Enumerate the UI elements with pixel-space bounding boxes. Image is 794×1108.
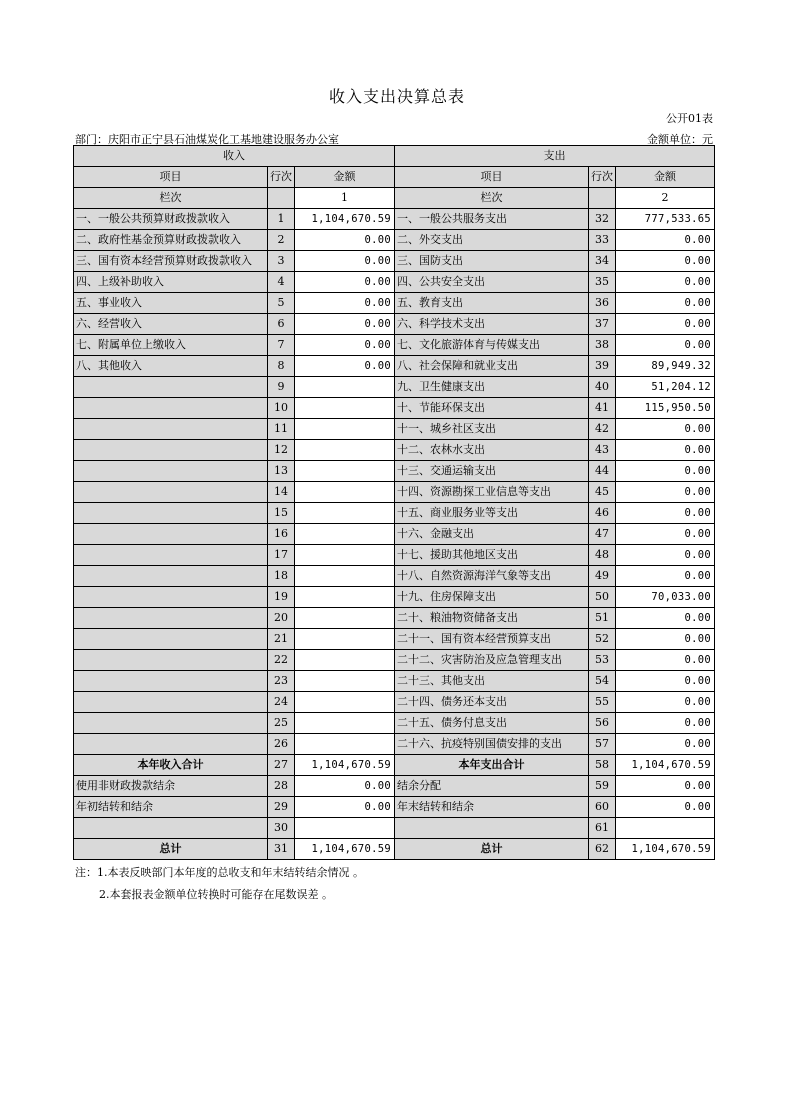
income-amount-cell [295, 566, 395, 587]
income-item-cell [74, 734, 268, 755]
expense-amount-cell: 0.00 [616, 671, 715, 692]
income-item-cell [74, 377, 268, 398]
income-amount-cell [295, 461, 395, 482]
expense-line-cell: 40 [589, 377, 616, 398]
income-line-cell: 11 [268, 419, 295, 440]
income-amount-cell: 0.00 [295, 293, 395, 314]
income-column-number: 1 [295, 188, 395, 209]
income-line-cell: 10 [268, 398, 295, 419]
expense-item-cell: 五、教育支出 [395, 293, 589, 314]
income-line-cell: 27 [268, 755, 295, 776]
income-item-cell [74, 818, 268, 839]
income-line-cell: 18 [268, 566, 295, 587]
income-item-cell [74, 461, 268, 482]
expense-amount-cell: 0.00 [616, 251, 715, 272]
income-item-cell: 年初结转和结余 [74, 797, 268, 818]
expense-line-cell: 55 [589, 692, 616, 713]
table-row [74, 377, 715, 398]
income-amount-cell: 1,104,670.59 [295, 839, 395, 860]
table-row [74, 251, 715, 272]
expense-amount-cell: 0.00 [616, 545, 715, 566]
income-line-cell: 21 [268, 629, 295, 650]
income-line-cell: 25 [268, 713, 295, 734]
expense-item-cell: 二十五、债务付息支出 [395, 713, 589, 734]
expense-line-cell: 53 [589, 650, 616, 671]
income-line-cell: 30 [268, 818, 295, 839]
income-amount-cell [295, 482, 395, 503]
department-label: 部门：庆阳市正宁县石油煤炭化工基地建设服务办公室 [75, 133, 339, 146]
expense-item-cell: 二十六、抗疫特别国债安排的支出 [395, 734, 589, 755]
expense-line-cell: 32 [589, 209, 616, 230]
expense-line-cell: 35 [589, 272, 616, 293]
expense-item-cell: 总计 [395, 839, 589, 860]
expense-line-cell: 46 [589, 503, 616, 524]
expense-amount-cell: 777,533.65 [616, 209, 715, 230]
income-item-cell [74, 503, 268, 524]
income-amount-cell: 0.00 [295, 314, 395, 335]
footnote-1: 注：1.本表反映部门本年度的总收支和年末结转结余情况 。 [75, 866, 364, 879]
income-amount-cell: 0.00 [295, 251, 395, 272]
expense-line-cell: 38 [589, 335, 616, 356]
income-item-cell: 七、附属单位上缴收入 [74, 335, 268, 356]
income-item-cell [74, 692, 268, 713]
expense-amount-cell: 0.00 [616, 419, 715, 440]
expense-item-cell: 年末结转和结余 [395, 797, 589, 818]
table-row [74, 461, 715, 482]
income-line-cell: 4 [268, 272, 295, 293]
income-amount-cell: 0.00 [295, 335, 395, 356]
income-line-cell: 9 [268, 377, 295, 398]
income-line-cell: 14 [268, 482, 295, 503]
income-item-cell [74, 629, 268, 650]
income-amount-header: 金额 [295, 167, 395, 188]
footnote-2: 2.本套报表金额单位转换时可能存在尾数误差 。 [99, 888, 333, 901]
income-column-label: 栏次 [74, 188, 268, 209]
expense-item-cell: 二十、粮油物资储备支出 [395, 608, 589, 629]
table-row [74, 671, 715, 692]
table-row [74, 629, 715, 650]
table-row [74, 650, 715, 671]
expense-item-cell: 十九、住房保障支出 [395, 587, 589, 608]
subtotal-row [74, 755, 715, 776]
income-amount-cell [295, 692, 395, 713]
table-row [74, 482, 715, 503]
expense-line-cell: 45 [589, 482, 616, 503]
expense-amount-cell: 1,104,670.59 [616, 839, 715, 860]
expense-line-cell: 47 [589, 524, 616, 545]
income-line-header: 行次 [268, 167, 295, 188]
expense-amount-cell: 0.00 [616, 335, 715, 356]
income-item-cell [74, 587, 268, 608]
expense-line-cell: 58 [589, 755, 616, 776]
expense-amount-cell: 0.00 [616, 272, 715, 293]
expense-item-cell: 四、公共安全支出 [395, 272, 589, 293]
expense-item-cell: 十三、交通运输支出 [395, 461, 589, 482]
income-line-cell: 5 [268, 293, 295, 314]
income-line-cell: 12 [268, 440, 295, 461]
expense-line-cell: 56 [589, 713, 616, 734]
expense-item-cell: 十一、城乡社区支出 [395, 419, 589, 440]
income-amount-cell [295, 734, 395, 755]
table-row [74, 734, 715, 755]
table-row [74, 545, 715, 566]
income-item-cell: 五、事业收入 [74, 293, 268, 314]
expense-item-cell: 九、卫生健康支出 [395, 377, 589, 398]
expense-item-cell: 十五、商业服务业等支出 [395, 503, 589, 524]
expense-item-cell: 八、社会保障和就业支出 [395, 356, 589, 377]
expense-item-cell: 十七、援助其他地区支出 [395, 545, 589, 566]
total-row [74, 839, 715, 860]
income-expense-table [73, 145, 715, 860]
income-line-cell: 24 [268, 692, 295, 713]
expense-line-cell: 36 [589, 293, 616, 314]
expense-line-header: 行次 [589, 167, 616, 188]
expense-item-cell: 六、科学技术支出 [395, 314, 589, 335]
expense-item-cell: 十二、农林水支出 [395, 440, 589, 461]
expense-amount-cell: 0.00 [616, 482, 715, 503]
income-amount-cell [295, 419, 395, 440]
income-item-cell: 六、经营收入 [74, 314, 268, 335]
expense-line-cell: 50 [589, 587, 616, 608]
expense-amount-cell: 0.00 [616, 293, 715, 314]
table-row [74, 797, 715, 818]
income-line-cell: 6 [268, 314, 295, 335]
income-item-cell [74, 650, 268, 671]
income-amount-cell: 0.00 [295, 230, 395, 251]
expense-amount-cell: 0.00 [616, 230, 715, 251]
income-line-cell: 28 [268, 776, 295, 797]
income-amount-cell [295, 503, 395, 524]
income-line-cell: 19 [268, 587, 295, 608]
income-item-cell: 八、其他收入 [74, 356, 268, 377]
income-item-cell [74, 482, 268, 503]
expense-amount-cell: 0.00 [616, 503, 715, 524]
table-row [74, 419, 715, 440]
expense-line-cell: 59 [589, 776, 616, 797]
table-row [74, 230, 715, 251]
expense-item-cell: 十、节能环保支出 [395, 398, 589, 419]
income-amount-cell: 1,104,670.59 [295, 755, 395, 776]
expense-item-cell: 七、文化旅游体育与传媒支出 [395, 335, 589, 356]
expense-amount-cell: 0.00 [616, 440, 715, 461]
expense-amount-cell: 0.00 [616, 608, 715, 629]
expense-item-cell: 二十一、国有资本经营预算支出 [395, 629, 589, 650]
expense-item-cell [395, 818, 589, 839]
income-amount-cell [295, 440, 395, 461]
income-item-cell: 二、政府性基金预算财政拨款收入 [74, 230, 268, 251]
column-index-row [74, 188, 715, 209]
income-amount-cell [295, 818, 395, 839]
income-line-cell: 2 [268, 230, 295, 251]
table-row [74, 818, 715, 839]
expense-amount-header: 金额 [616, 167, 715, 188]
income-item-cell [74, 545, 268, 566]
table-row [74, 587, 715, 608]
table-row [74, 293, 715, 314]
income-amount-cell [295, 671, 395, 692]
income-column-blank [268, 188, 295, 209]
table-row [74, 776, 715, 797]
expense-item-cell: 二、外交支出 [395, 230, 589, 251]
income-item-cell [74, 608, 268, 629]
income-item-cell: 三、国有资本经营预算财政拨款收入 [74, 251, 268, 272]
income-line-cell: 3 [268, 251, 295, 272]
income-line-cell: 17 [268, 545, 295, 566]
expense-line-cell: 62 [589, 839, 616, 860]
expense-amount-cell: 0.00 [616, 797, 715, 818]
income-amount-cell [295, 524, 395, 545]
expense-amount-cell: 0.00 [616, 566, 715, 587]
expense-header: 支出 [395, 146, 715, 167]
income-line-cell: 31 [268, 839, 295, 860]
expense-line-cell: 51 [589, 608, 616, 629]
expense-line-cell: 43 [589, 440, 616, 461]
income-amount-cell [295, 587, 395, 608]
table-row [74, 692, 715, 713]
amount-unit-label: 金额单位：元 [647, 133, 713, 146]
income-item-cell [74, 419, 268, 440]
table-row [74, 503, 715, 524]
income-amount-cell [295, 545, 395, 566]
table-row [74, 314, 715, 335]
income-amount-cell: 0.00 [295, 776, 395, 797]
expense-item-cell: 二十二、灾害防治及应急管理支出 [395, 650, 589, 671]
expense-column-blank [589, 188, 616, 209]
expense-item-cell: 二十三、其他支出 [395, 671, 589, 692]
income-line-cell: 20 [268, 608, 295, 629]
expense-line-cell: 39 [589, 356, 616, 377]
table-row [74, 272, 715, 293]
expense-line-cell: 49 [589, 566, 616, 587]
expense-amount-cell: 0.00 [616, 461, 715, 482]
income-item-cell: 总计 [74, 839, 268, 860]
income-amount-cell [295, 629, 395, 650]
income-line-cell: 13 [268, 461, 295, 482]
income-line-cell: 15 [268, 503, 295, 524]
income-item-cell [74, 566, 268, 587]
income-item-header: 项目 [74, 167, 268, 188]
expense-item-cell: 十四、资源勘探工业信息等支出 [395, 482, 589, 503]
expense-line-cell: 37 [589, 314, 616, 335]
income-line-cell: 23 [268, 671, 295, 692]
income-item-cell [74, 524, 268, 545]
expense-amount-cell: 0.00 [616, 650, 715, 671]
expense-line-cell: 34 [589, 251, 616, 272]
table-row [74, 566, 715, 587]
table-row [74, 398, 715, 419]
income-line-cell: 1 [268, 209, 295, 230]
income-amount-cell: 0.00 [295, 356, 395, 377]
income-item-cell [74, 713, 268, 734]
expense-item-cell: 十八、自然资源海洋气象等支出 [395, 566, 589, 587]
income-amount-cell [295, 650, 395, 671]
income-amount-cell [295, 398, 395, 419]
income-item-cell: 一、一般公共预算财政拨款收入 [74, 209, 268, 230]
expense-line-cell: 44 [589, 461, 616, 482]
expense-amount-cell: 0.00 [616, 713, 715, 734]
expense-amount-cell: 1,104,670.59 [616, 755, 715, 776]
expense-amount-cell: 0.00 [616, 776, 715, 797]
expense-item-cell: 三、国防支出 [395, 251, 589, 272]
expense-line-cell: 33 [589, 230, 616, 251]
expense-line-cell: 60 [589, 797, 616, 818]
table-row [74, 335, 715, 356]
income-line-cell: 22 [268, 650, 295, 671]
income-amount-cell: 0.00 [295, 272, 395, 293]
income-amount-cell: 1,104,670.59 [295, 209, 395, 230]
income-item-cell: 本年收入合计 [74, 755, 268, 776]
income-item-cell [74, 671, 268, 692]
column-header-row [74, 167, 715, 188]
expense-amount-cell: 0.00 [616, 629, 715, 650]
expense-item-cell: 一、一般公共服务支出 [395, 209, 589, 230]
income-line-cell: 26 [268, 734, 295, 755]
income-line-cell: 7 [268, 335, 295, 356]
expense-item-header: 项目 [395, 167, 589, 188]
expense-amount-cell: 51,204.12 [616, 377, 715, 398]
expense-amount-cell: 70,033.00 [616, 587, 715, 608]
expense-item-cell: 十六、金融支出 [395, 524, 589, 545]
page-title: 收入支出决算总表 [328, 87, 465, 106]
table-row [74, 524, 715, 545]
expense-line-cell: 42 [589, 419, 616, 440]
expense-line-cell: 57 [589, 734, 616, 755]
expense-line-cell: 48 [589, 545, 616, 566]
income-amount-cell [295, 713, 395, 734]
table-row [74, 608, 715, 629]
income-amount-cell [295, 608, 395, 629]
expense-line-cell: 54 [589, 671, 616, 692]
expense-amount-cell: 0.00 [616, 692, 715, 713]
expense-column-label: 栏次 [395, 188, 589, 209]
table-row [74, 209, 715, 230]
income-line-cell: 8 [268, 356, 295, 377]
footnotes [75, 862, 364, 906]
income-item-cell: 使用非财政拨款结余 [74, 776, 268, 797]
expense-item-cell: 本年支出合计 [395, 755, 589, 776]
income-header: 收入 [74, 146, 395, 167]
income-item-cell: 四、上级补助收入 [74, 272, 268, 293]
expense-amount-cell: 0.00 [616, 314, 715, 335]
income-amount-cell: 0.00 [295, 797, 395, 818]
expense-amount-cell [616, 818, 715, 839]
expense-line-cell: 52 [589, 629, 616, 650]
table-row [74, 713, 715, 734]
expense-column-number: 2 [616, 188, 715, 209]
expense-amount-cell: 89,949.32 [616, 356, 715, 377]
expense-amount-cell: 0.00 [616, 734, 715, 755]
income-amount-cell [295, 377, 395, 398]
income-line-cell: 29 [268, 797, 295, 818]
expense-amount-cell: 0.00 [616, 524, 715, 545]
income-item-cell [74, 398, 268, 419]
expense-item-cell: 二十四、债务还本支出 [395, 692, 589, 713]
expense-line-cell: 41 [589, 398, 616, 419]
expense-item-cell: 结余分配 [395, 776, 589, 797]
income-item-cell [74, 440, 268, 461]
table-row [74, 440, 715, 461]
income-line-cell: 16 [268, 524, 295, 545]
expense-amount-cell: 115,950.50 [616, 398, 715, 419]
form-number: 公开01表 [666, 112, 713, 125]
table-row [74, 356, 715, 377]
section-header-row [74, 146, 715, 167]
expense-line-cell: 61 [589, 818, 616, 839]
